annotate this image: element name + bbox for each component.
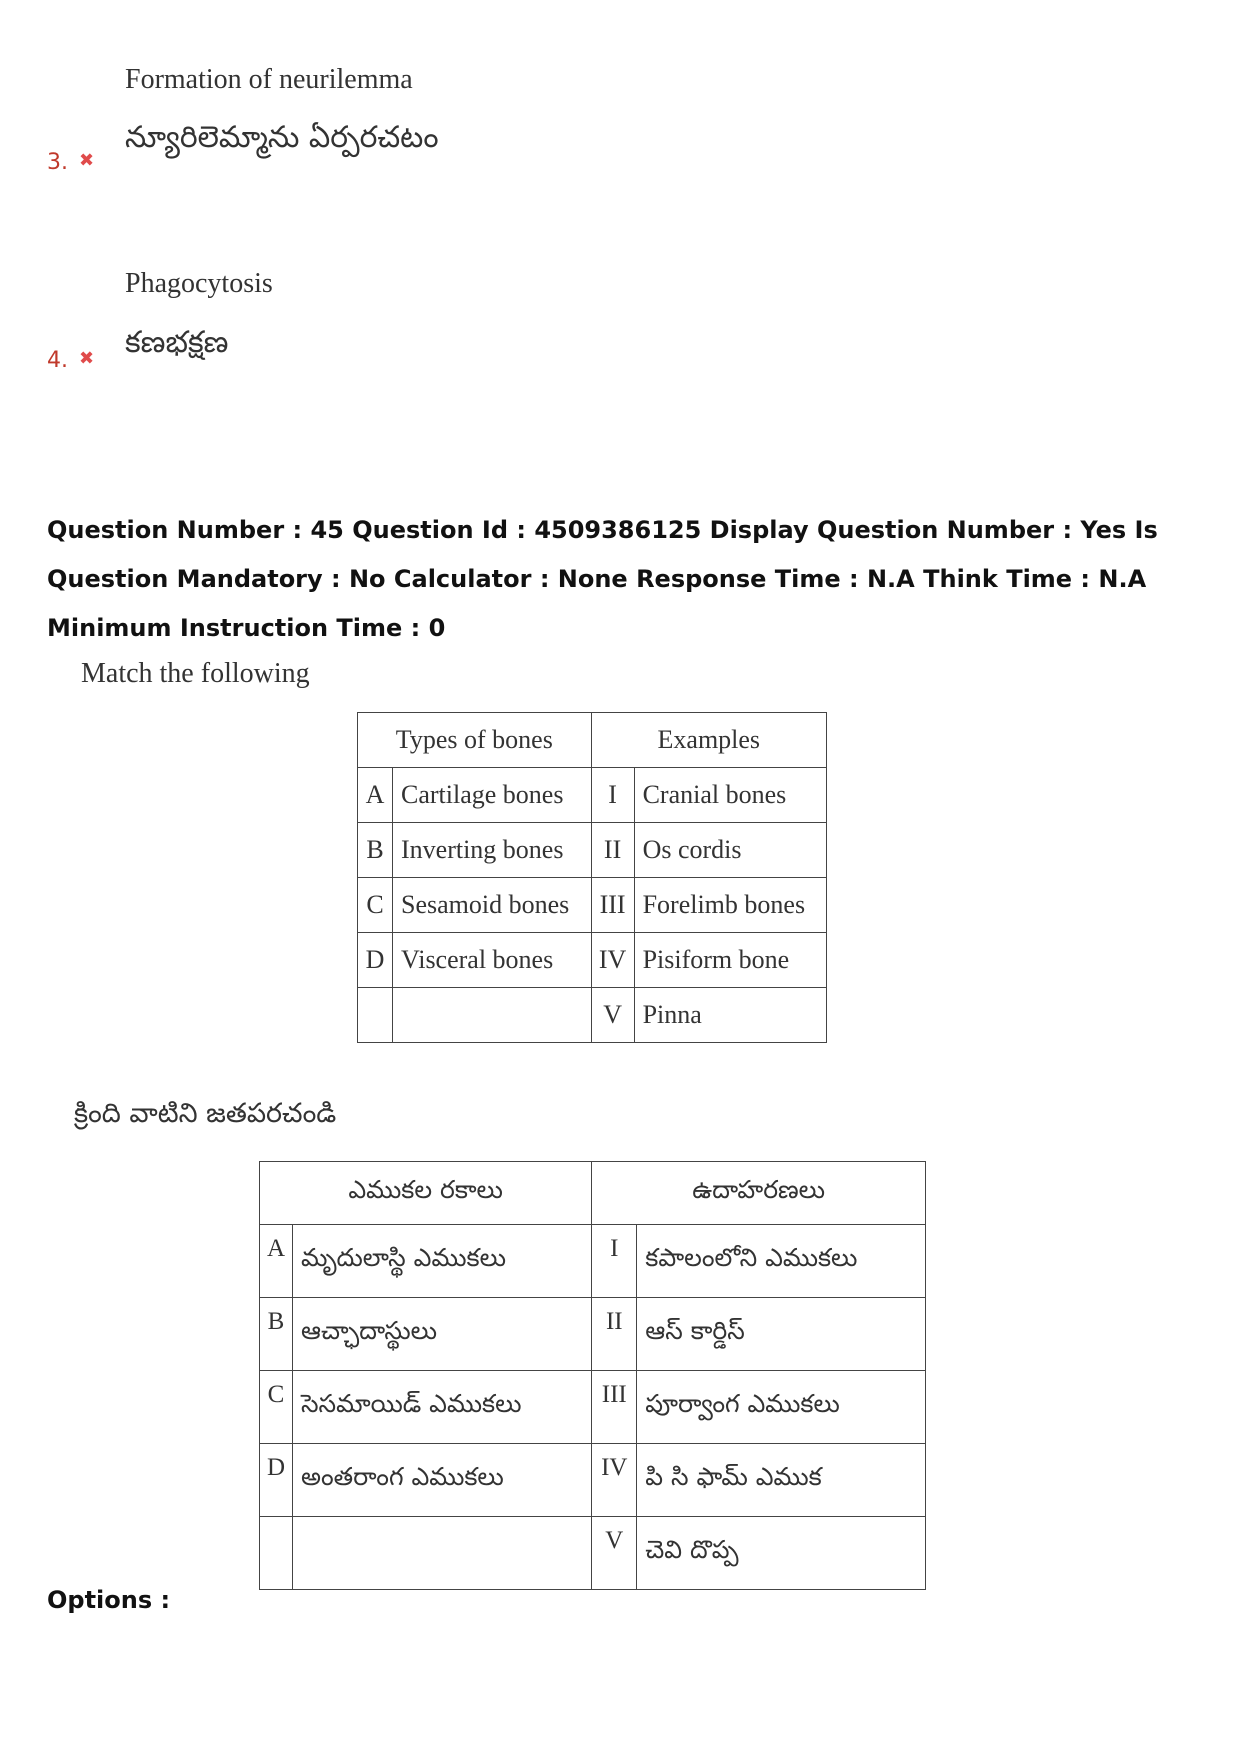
table-row — [260, 1225, 926, 1298]
instruction-telugu: క్రింది వాటిని జతపరచండి — [74, 1098, 337, 1129]
bone-example: Pisiform bone — [634, 933, 826, 988]
bone-type — [393, 988, 592, 1043]
table-row — [358, 823, 827, 878]
match-table-telugu — [259, 1161, 926, 1590]
bone-example: చెవి దొప్ప — [637, 1517, 926, 1590]
row-label: B — [260, 1298, 293, 1371]
question-metadata: Question Number : 45 Question Id : 4509386125 Display Question Number : Yes Is Question Mandatory : No Calculator : None Response Time : N.A Think Time : N.A Minimum Instruction Time : 0 — [47, 516, 1158, 642]
roman-numeral: III — [592, 1371, 637, 1444]
roman-numeral: IV — [592, 1444, 637, 1517]
bone-example: పూర్వాంగ ఎముకలు — [637, 1371, 926, 1444]
table-header-row — [260, 1162, 926, 1225]
row-label: C — [260, 1371, 293, 1444]
option-3-number: 3. — [47, 150, 68, 175]
bone-example: పి సి ఫామ్ ఎముక — [637, 1444, 926, 1517]
bone-type: మృదులాస్థి ఎముకలు — [293, 1225, 592, 1298]
roman-numeral: V — [592, 1517, 637, 1590]
row-label: C — [358, 878, 393, 933]
header-examples: Examples — [591, 713, 826, 768]
bone-example: Pinna — [634, 988, 826, 1043]
roman-numeral: II — [591, 823, 634, 878]
option-4-telugu: కణభక్షణ — [125, 325, 229, 360]
roman-numeral: I — [591, 768, 634, 823]
bone-type: Sesamoid bones — [393, 878, 592, 933]
roman-numeral: II — [592, 1298, 637, 1371]
table-row — [358, 988, 827, 1043]
table-header-row — [358, 713, 827, 768]
row-label — [260, 1517, 293, 1590]
bone-type: సెసమాయిడ్ ఎముకలు — [293, 1371, 592, 1444]
roman-numeral: I — [592, 1225, 637, 1298]
bone-example: ఆస్ కార్డిస్ — [637, 1298, 926, 1371]
table-row — [358, 933, 827, 988]
wrong-cross-icon: ✖ — [79, 150, 95, 171]
table-row — [260, 1371, 926, 1444]
table-row — [260, 1444, 926, 1517]
roman-numeral: IV — [591, 933, 634, 988]
instruction-english: Match the following — [81, 658, 310, 689]
match-table-english — [357, 712, 827, 1043]
row-label: D — [358, 933, 393, 988]
wrong-cross-icon: ✖ — [79, 348, 95, 369]
bone-example: Cranial bones — [634, 768, 826, 823]
row-label — [358, 988, 393, 1043]
bone-example: Os cordis — [634, 823, 826, 878]
bone-type — [293, 1517, 592, 1590]
row-label: D — [260, 1444, 293, 1517]
option-3-english: Formation of neurilemma — [125, 64, 413, 95]
bone-type: Visceral bones — [393, 933, 592, 988]
row-label: B — [358, 823, 393, 878]
row-label: A — [260, 1225, 293, 1298]
option-3-telugu: న్యూరిలెమ్మాను ఏర్పరచటం — [125, 120, 439, 155]
roman-numeral: III — [591, 878, 634, 933]
table-row — [260, 1517, 926, 1590]
option-4-english: Phagocytosis — [125, 268, 273, 299]
table-row — [358, 768, 827, 823]
roman-numeral: V — [591, 988, 634, 1043]
bone-type: ఆచ్ఛాదాస్థులు — [293, 1298, 592, 1371]
bone-example: కపాలంలోని ఎముకలు — [637, 1225, 926, 1298]
table-row — [260, 1298, 926, 1371]
header-bone-types-telugu: ఎముకల రకాలు — [260, 1162, 592, 1225]
header-types-of-bones: Types of bones — [358, 713, 592, 768]
option-4-number: 4. — [47, 348, 68, 373]
bone-type: Cartilage bones — [393, 768, 592, 823]
bone-type: Inverting bones — [393, 823, 592, 878]
table-row — [358, 878, 827, 933]
header-examples-telugu: ఉదాహరణలు — [592, 1162, 926, 1225]
row-label: A — [358, 768, 393, 823]
bone-type: అంతరాంగ ఎముకలు — [293, 1444, 592, 1517]
bone-example: Forelimb bones — [634, 878, 826, 933]
options-label: Options : — [47, 1586, 171, 1614]
